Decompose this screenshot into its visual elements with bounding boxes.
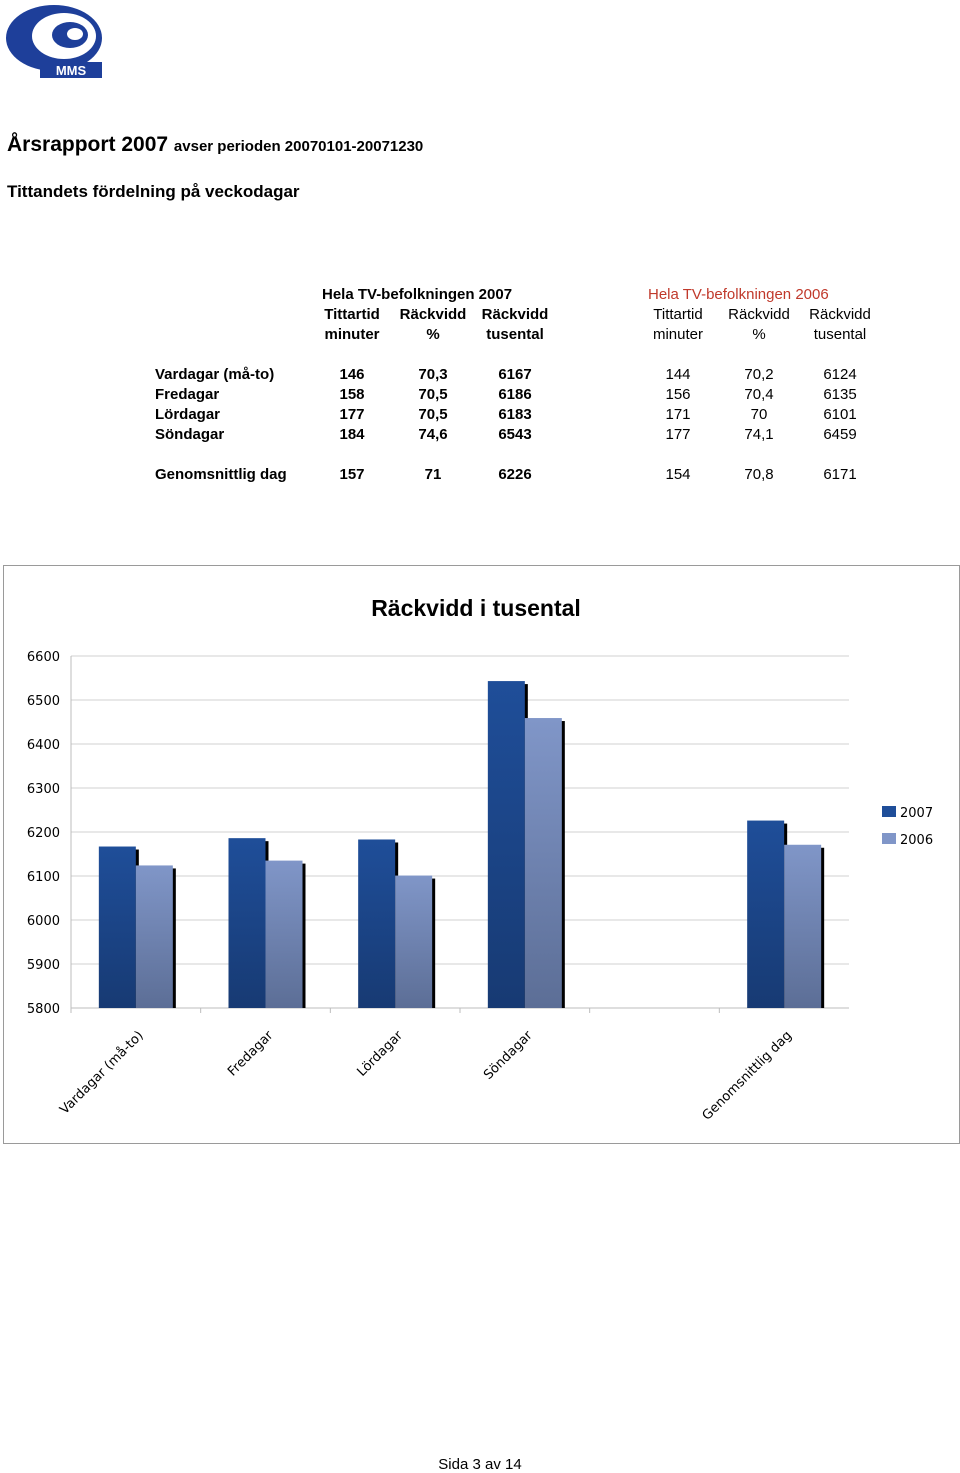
bar-2006 (525, 718, 562, 1008)
table-cell: 6543 (498, 426, 532, 443)
x-tick-label: Lördagar (354, 1028, 406, 1080)
table-cell: 74,1 (744, 426, 774, 443)
mms-logo-graphic (4, 4, 108, 80)
table-cell: 70,3 (418, 366, 448, 383)
col-unit-tusental-2006: tusental (813, 326, 867, 343)
y-tick-label: 6400 (26, 738, 60, 753)
bar-2007 (488, 681, 525, 1008)
y-tick-label: 6000 (26, 914, 60, 929)
bar-2006 (784, 845, 821, 1008)
bar-2006 (266, 861, 303, 1008)
table-cell: 156 (665, 386, 691, 403)
col-unit-tusental-2007: tusental (486, 326, 544, 343)
table-cell: 6459 (823, 426, 857, 443)
table-cell: 158 (339, 386, 365, 403)
y-tick-label: 5800 (26, 1002, 60, 1017)
row-label: Vardagar (må-to) (155, 366, 275, 383)
group-header-2006: Hela TV-befolkningen 2006 (648, 286, 829, 303)
y-tick-label: 5900 (26, 958, 60, 973)
report-title-main: Årsrapport 2007 (7, 133, 169, 156)
table-cell: 6167 (498, 366, 532, 383)
table-cell: 177 (339, 406, 365, 423)
chart-title: Räckvidd i tusental (371, 595, 581, 621)
x-tick-label: Genomsnittlig dag (699, 1028, 795, 1124)
table-cell: 70,5 (418, 406, 448, 423)
table-cell: 184 (339, 426, 365, 443)
col-header-tittartid-2006: Tittartid (653, 306, 703, 323)
table-cell: 74,6 (418, 426, 448, 443)
col-unit-pct-2007: % (426, 326, 440, 343)
table-cell: 70,2 (744, 366, 774, 383)
page-number: Sida 3 av 14 (438, 1456, 522, 1473)
col-unit-pct-2006: % (752, 326, 766, 343)
legend-label-2007: 2007 (900, 806, 934, 821)
table-cell: 146 (339, 366, 365, 383)
table-cell: 70,8 (744, 466, 774, 483)
table-cell: 70,4 (744, 386, 774, 403)
y-tick-label: 6200 (26, 826, 60, 841)
table-cell: 6135 (823, 386, 857, 403)
bar-2007 (358, 839, 395, 1008)
chart-canvas (4, 566, 959, 1143)
table-cell: 157 (339, 466, 365, 483)
y-tick-label: 6300 (26, 782, 60, 797)
bar-2007 (747, 821, 784, 1008)
table-cell: 6186 (498, 386, 532, 403)
x-tick-label: Söndagar (481, 1028, 536, 1083)
col-header-rackvidd-tus-2007: Räckvidd (481, 306, 549, 323)
table-cell: 70 (750, 406, 768, 423)
legend-swatch-2006 (882, 833, 896, 844)
legend-swatch-2007 (882, 806, 896, 817)
reach-chart (3, 565, 960, 1144)
table-cell: 171 (665, 406, 691, 423)
row-label: Fredagar (155, 386, 220, 403)
col-header-rackvidd-tus-2006: Räckvidd (809, 306, 871, 323)
table-cell: 177 (665, 426, 691, 443)
table-cell: 154 (665, 466, 691, 483)
bar-2006 (136, 865, 173, 1008)
mms-logo (4, 4, 108, 80)
table-cell: 6101 (823, 406, 857, 423)
row-label: Lördagar (155, 406, 221, 423)
y-tick-label: 6100 (26, 870, 60, 885)
bar-2007 (99, 847, 136, 1008)
table-cell: 6171 (823, 466, 857, 483)
table-cell: 6124 (823, 366, 857, 383)
report-period: avser perioden 20070101-20071230 (173, 138, 424, 155)
report-title (7, 133, 423, 157)
report-subtitle: Tittandets fördelning på veckodagar (7, 182, 300, 201)
col-unit-minuter-2006: minuter (652, 326, 704, 343)
col-header-rackvidd-pct-2006: Räckvidd (728, 306, 790, 323)
col-unit-minuter-2007: minuter (324, 326, 380, 343)
x-tick-label: Fredagar (225, 1028, 277, 1080)
table-cell: 70,5 (418, 386, 448, 403)
table-cell: 6183 (498, 406, 532, 423)
col-header-rackvidd-pct-2007: Räckvidd (399, 306, 467, 323)
col-header-tittartid-2007: Tittartid (324, 306, 380, 323)
x-tick-label: Vardagar (må-to) (57, 1028, 147, 1118)
y-tick-label: 6600 (26, 650, 60, 665)
group-header-2007: Hela TV-befolkningen 2007 (322, 286, 513, 303)
row-label-average: Genomsnittlig dag (155, 466, 287, 483)
table-cell: 144 (665, 366, 691, 383)
bar-2006 (395, 876, 432, 1008)
y-tick-label: 6500 (26, 694, 60, 709)
bar-2007 (229, 838, 266, 1008)
row-label: Söndagar (155, 426, 225, 443)
legend-label-2006: 2006 (900, 833, 934, 848)
table-cell: 71 (424, 466, 442, 483)
table-cell: 6226 (498, 466, 532, 483)
svg-text:MMS: MMS (55, 63, 87, 78)
